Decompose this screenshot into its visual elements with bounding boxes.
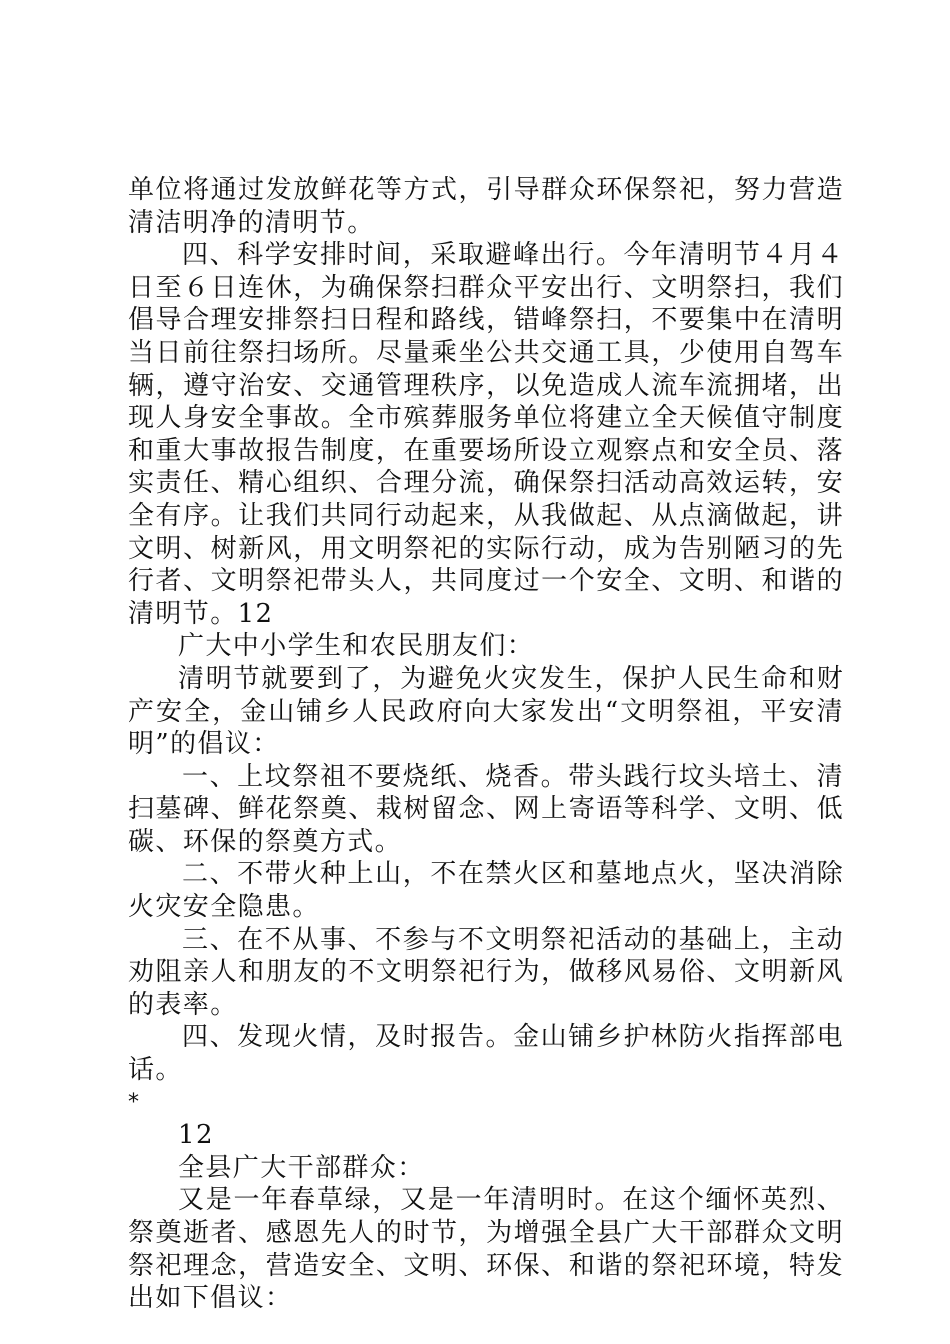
paragraph: 二、不带火种上山，不在禁火区和墓地点火，坚决消除火灾安全隐患。 — [128, 859, 844, 923]
asterisk-mark: * — [128, 1089, 141, 1115]
paragraph: 12 — [178, 1120, 214, 1151]
paragraph: 一、上坟祭祖不要烧纸、烧香。带头践行坟头培土、清扫墓碑、鲜花祭奠、栽树留念、网上寄语等科学、文明、低碳、环保的祭奠方式。 — [128, 761, 844, 857]
paragraph: 单位将通过发放鲜花等方式，引导群众环保祭祀，努力营造清洁明净的清明节。 — [128, 175, 844, 238]
paragraph: 清明节就要到了，为避免火灾发生，保护人民生命和财产安全，金山铺乡人民政府向大家发出“文明祭祖，平安清明”的倡议： — [128, 663, 844, 760]
paragraph: 又是一年春草绿，又是一年清明时。在这个缅怀英烈、祭奠逝者、感恩先人的时节，为增强全县广大干部群众文明祭祀理念，营造安全、文明、环保、和谐的祭祀环境，特发出如下倡议： — [128, 1185, 844, 1314]
paragraph: 四、发现火情，及时报告。金山铺乡护林防火指挥部电话。 — [128, 1022, 844, 1086]
document-body — [128, 174, 844, 1315]
salutation: 广大中小学生和农民朋友们： — [178, 631, 535, 662]
paragraph: 三、在不从事、不参与不文明祭祀活动的基础上，主动劝阻亲人和朋友的不文明祭祀行为，做移风易俗、文明新风的表率。 — [128, 924, 844, 1020]
salutation: 全县广大干部群众： — [178, 1152, 425, 1183]
paragraph: 四、科学安排时间，采取避峰出行。今年清明节４月４日至６日连休，为确保祭扫群众平安出行、文明祭扫，我们倡导合理安排祭扫日程和路线，错峰祭扫，不要集中在清明当日前往祭扫场所。尽量乘坐公共交通工具，少使用自驾车辆，遵守治安、交通管理秩序，以免造成人流车流拥堵，出现人身安全事故。全市殡葬服务单位将建立全天候值守制度和重大事故报告制度，在重要场所设立观察点和安全员、落实责任、精心组织、合理分流，确保祭扫活动高效运转，安全有序。让我们共同行动起来，从我做起、从点滴做起，讲文明、树新风，用文明祭祀的实际行动，成为告别陋习的先行者、文明祭祀带头人，共同度过一个安全、文明、和谐的清明节。12 — [128, 240, 844, 629]
